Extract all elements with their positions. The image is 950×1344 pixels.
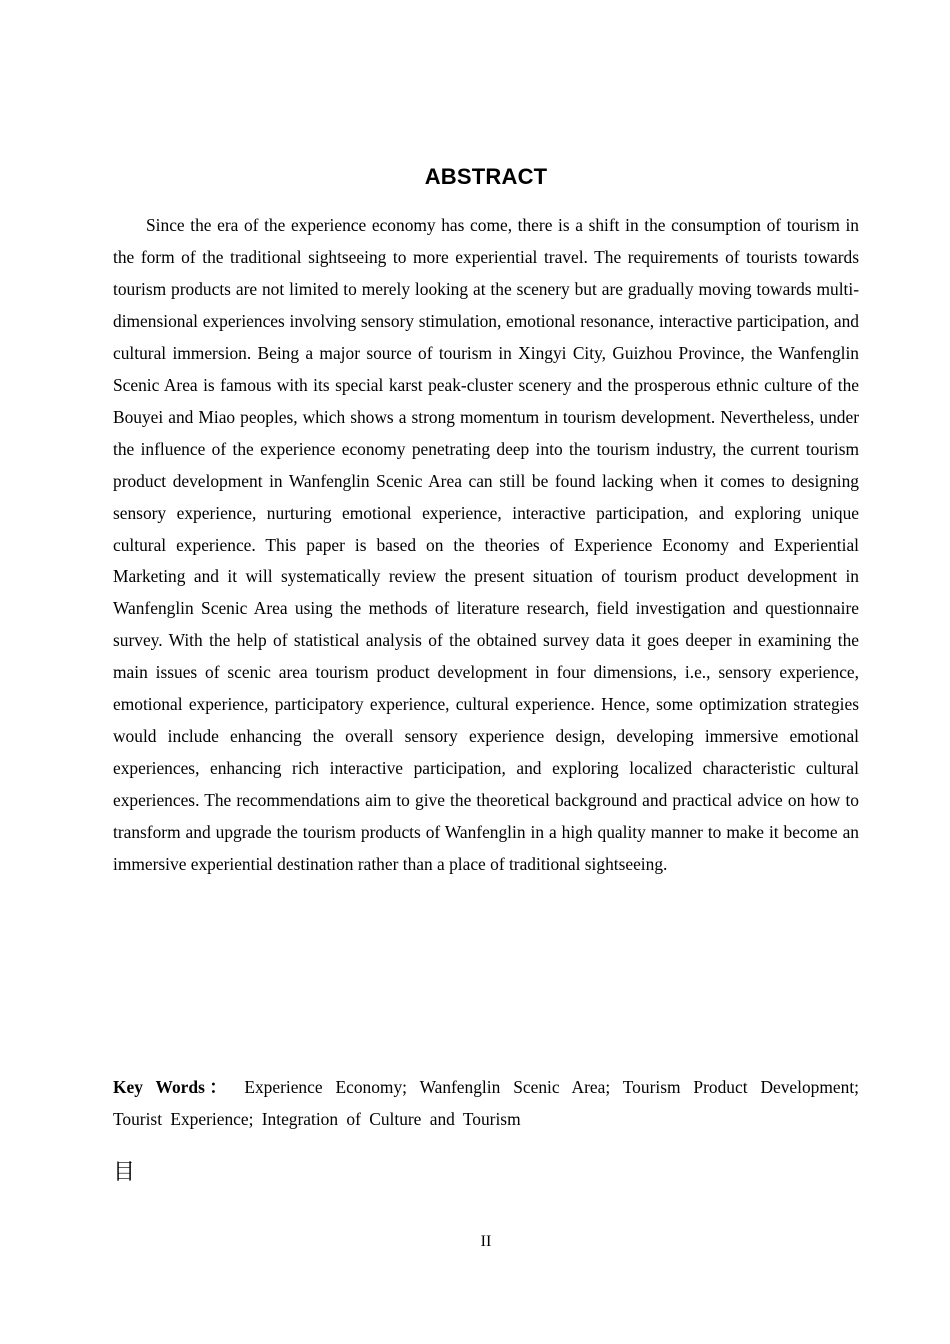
page-number: II (480, 1233, 492, 1250)
keywords-text: Experience Economy; Wanfenglin Scenic Area; Tourism Product Development; Tourist Experience; Integration of Culture and Tourism (113, 1077, 859, 1129)
keywords-paragraph (113, 1072, 859, 1135)
keywords-label: Key Words： (113, 1077, 232, 1097)
table-of-contents-heading-fragment: 目 (113, 1160, 136, 1185)
abstract-title: ABSTRACT (424, 163, 548, 189)
abstract-body: Since the era of the experience economy has come, there is a shift in the consumption of tourism in the form of the traditional sightseeing to more experiential travel. The requirements of tourists towards tourism products are not limited to merely looking at the scenery but are gradually moving towards multi-dimensional experiences involving sensory stimulation, emotional resonance, interactive participation, and cultural immersion. Being a major source of tourism in Xingyi City, Guizhou Province, the Wanfenglin Scenic Area is famous with its special karst peak-cluster scenery and the prosperous ethnic culture of the Bouyei and Miao peoples, which shows a strong momentum in tourism development. Nevertheless, under the influence of the experience economy penetrating deep into the tourism industry, the current tourism product development in Wanfenglin Scenic Area can still be found lacking when it comes to designing sensory experience, nurturing emotional experience, interactive participation, and exploring unique cultural experience. This paper is based on the theories of Experience Economy and Experiential Marketing and it will systematically review the present situation of tourism product development in Wanfenglin Scenic Area using the methods of literature research, field investigation and questionnaire survey. With the help of statistical analysis of the obtained survey data it goes deeper in examining the main issues of scenic area tourism product development in four dimensions, i.e., sensory experience, emotional experience, participatory experience, cultural experience. Hence, some optimization strategies would include enhancing the overall sensory experience design, developing immersive emotional experiences, enhancing rich interactive participation, and exploring localized characteristic cultural experiences. The recommendations aim to give the theoretical background and practical advice on how to transform and upgrade the tourism products of Wanfenglin in a high quality manner to make it become an immersive experiential destination rather than a place of traditional sightseeing. (113, 215, 859, 875)
